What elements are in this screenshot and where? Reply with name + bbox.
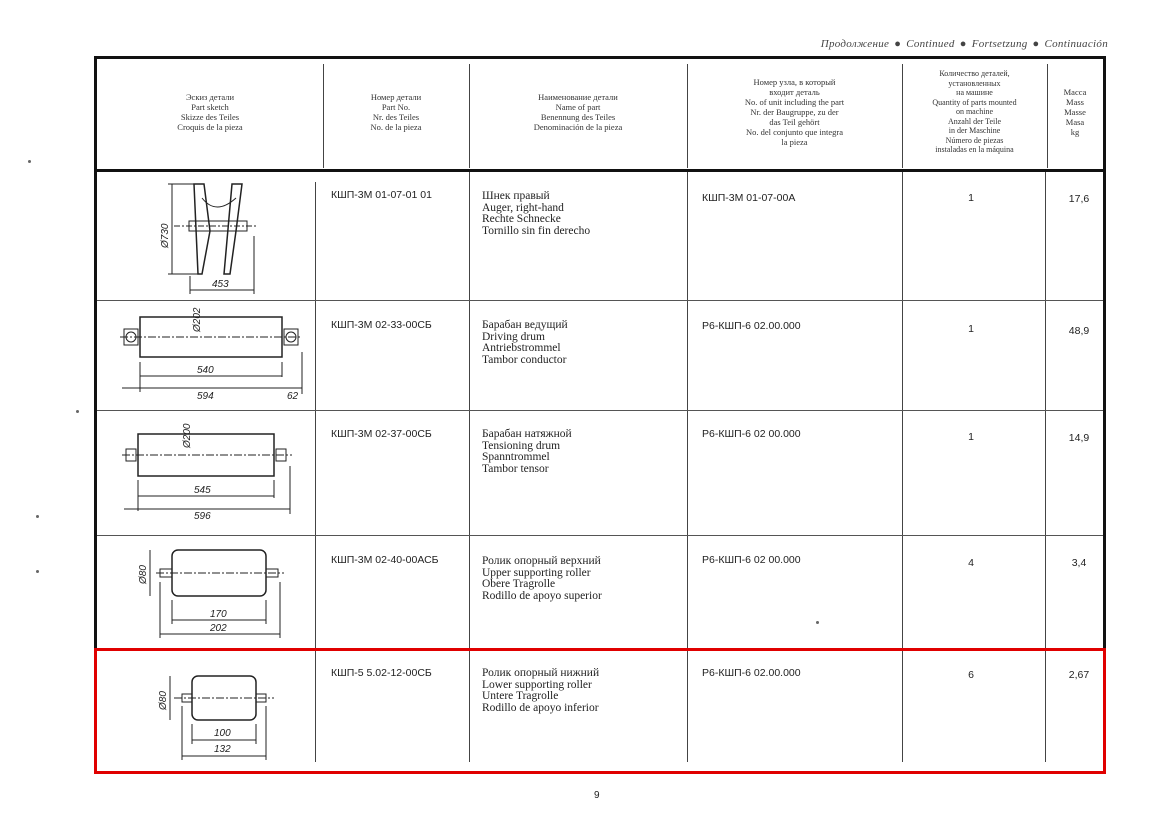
dim-total-label: 594 <box>197 391 214 402</box>
header-quantity: Количество деталей, установленных на машине Quantity of parts mounted on machine Anzahl der Teile in der Maschine Número de piezas instaladas en la máquina <box>932 69 1017 155</box>
row-divider <box>97 535 1103 536</box>
header-mass: Масса Mass Masse Masa kg <box>1063 87 1087 137</box>
mass-value: 48,9 <box>1068 325 1090 337</box>
header-divider <box>323 64 324 168</box>
dim-length-label: 170 <box>210 609 227 620</box>
sketch-upper-roller <box>134 546 304 642</box>
continued-note: Продолжение ● Continued ● Fortsetzung ● Continuación <box>820 38 1108 50</box>
dim-length-label: 100 <box>214 728 231 739</box>
part-name: Барабан натяжной Tensioning drum Spanntrommel Tambor tensor <box>482 428 572 475</box>
sketch-auger <box>154 176 274 296</box>
part-number: КШП-5 5.02-12-00СБ <box>331 667 432 679</box>
part-name: Ролик опорный нижний Lower supporting roller Untere Tragrolle Rodillo de apoyo inferior <box>482 667 600 714</box>
header-divider <box>687 64 688 168</box>
part-name: Барабан ведущий Driving drum Antriebstrommel Tambor conductor <box>482 319 568 366</box>
part-name: Шнек правый Auger, right-hand Rechte Schnecke Tornillo sin fin derecho <box>482 190 591 237</box>
mass-value: 17,6 <box>1068 193 1090 205</box>
dim-diameter-label: Ø80 <box>138 565 149 584</box>
quantity-value: 1 <box>968 192 974 204</box>
unit-number: Р6-КШП-6 02 00.000 <box>702 554 801 566</box>
dim-length-label: 545 <box>194 485 211 496</box>
dim-shaft-label: 62 <box>287 391 299 402</box>
unit-number: Р6-КШП-6 02.00.000 <box>702 667 801 679</box>
part-number: КШП-3М 01-07-01 01 <box>331 189 432 201</box>
scan-speck <box>28 160 31 163</box>
continued-es: Continuación <box>1044 38 1108 50</box>
part-number: КШП-3М 02-40-00АСБ <box>331 554 439 566</box>
dim-total-label: 202 <box>210 623 227 634</box>
continued-en: Continued <box>906 38 955 50</box>
part-name: Ролик опорный верхний Upper supporting roller Obere Tragrolle Rodillo de apoyo superior <box>482 555 602 602</box>
quantity-value: 4 <box>968 557 974 569</box>
page-number: 9 <box>594 790 600 801</box>
unit-number: КШП-3М 01-07-00А <box>702 192 796 204</box>
dim-total-label: 596 <box>194 511 211 521</box>
dim-total-label: 132 <box>214 744 231 755</box>
row-divider <box>97 410 1103 411</box>
scan-speck <box>36 570 39 573</box>
unit-number: Р6-КШП-6 02.00.000 <box>702 320 801 332</box>
dim-diameter-label: Ø200 <box>182 423 193 448</box>
continued-de: Fortsetzung <box>971 38 1028 50</box>
part-number: КШП-3М 02-37-00СБ <box>331 428 432 440</box>
table-border-right <box>1103 172 1106 654</box>
header-divider <box>1047 64 1048 168</box>
mass-value: 14,9 <box>1068 432 1090 444</box>
dim-diameter-label: Ø202 <box>192 307 203 332</box>
part-number: КШП-3М 02-33-00СБ <box>331 319 432 331</box>
header-unit-no: Номер узла, в который входит деталь No. of unit including the part Nr. der Baugruppe, zu der das Teil gehört No. del conjunto que integra la pieza <box>744 77 845 147</box>
dim-length-label: 453 <box>212 279 229 290</box>
quantity-value: 1 <box>968 431 974 443</box>
continued-ru: Продолжение <box>820 38 890 50</box>
mass-value: 3,4 <box>1071 557 1087 569</box>
row-divider <box>97 300 1103 301</box>
scan-speck <box>816 621 819 624</box>
header-part-no: Номер детали Part No. Nr. des Teiles No. de la pieza <box>370 92 422 132</box>
unit-number: Р6-КШП-6 02 00.000 <box>702 428 801 440</box>
dim-diameter-label: Ø80 <box>158 691 169 710</box>
sketch-driving-drum <box>112 302 312 402</box>
scan-speck <box>76 410 79 413</box>
header-divider <box>902 64 903 168</box>
quantity-value: 6 <box>968 669 974 681</box>
header-divider <box>469 64 470 168</box>
quantity-value: 1 <box>968 323 974 335</box>
mass-value: 2,67 <box>1068 669 1090 681</box>
highlight-box <box>94 648 1106 774</box>
dim-diameter-label: Ø730 <box>160 223 171 248</box>
table-border-left <box>94 172 97 654</box>
parts-table <box>94 56 1108 772</box>
scan-speck <box>36 515 39 518</box>
dim-length-label: 540 <box>197 365 214 376</box>
header-sketch: Эскиз детали Part sketch Skizze des Teiles Croquis de la pieza <box>177 92 243 132</box>
header-name: Наименование детали Name of part Benennung des Teiles Denominación de la pieza <box>533 92 623 132</box>
sketch-tensioning-drum <box>120 416 300 521</box>
